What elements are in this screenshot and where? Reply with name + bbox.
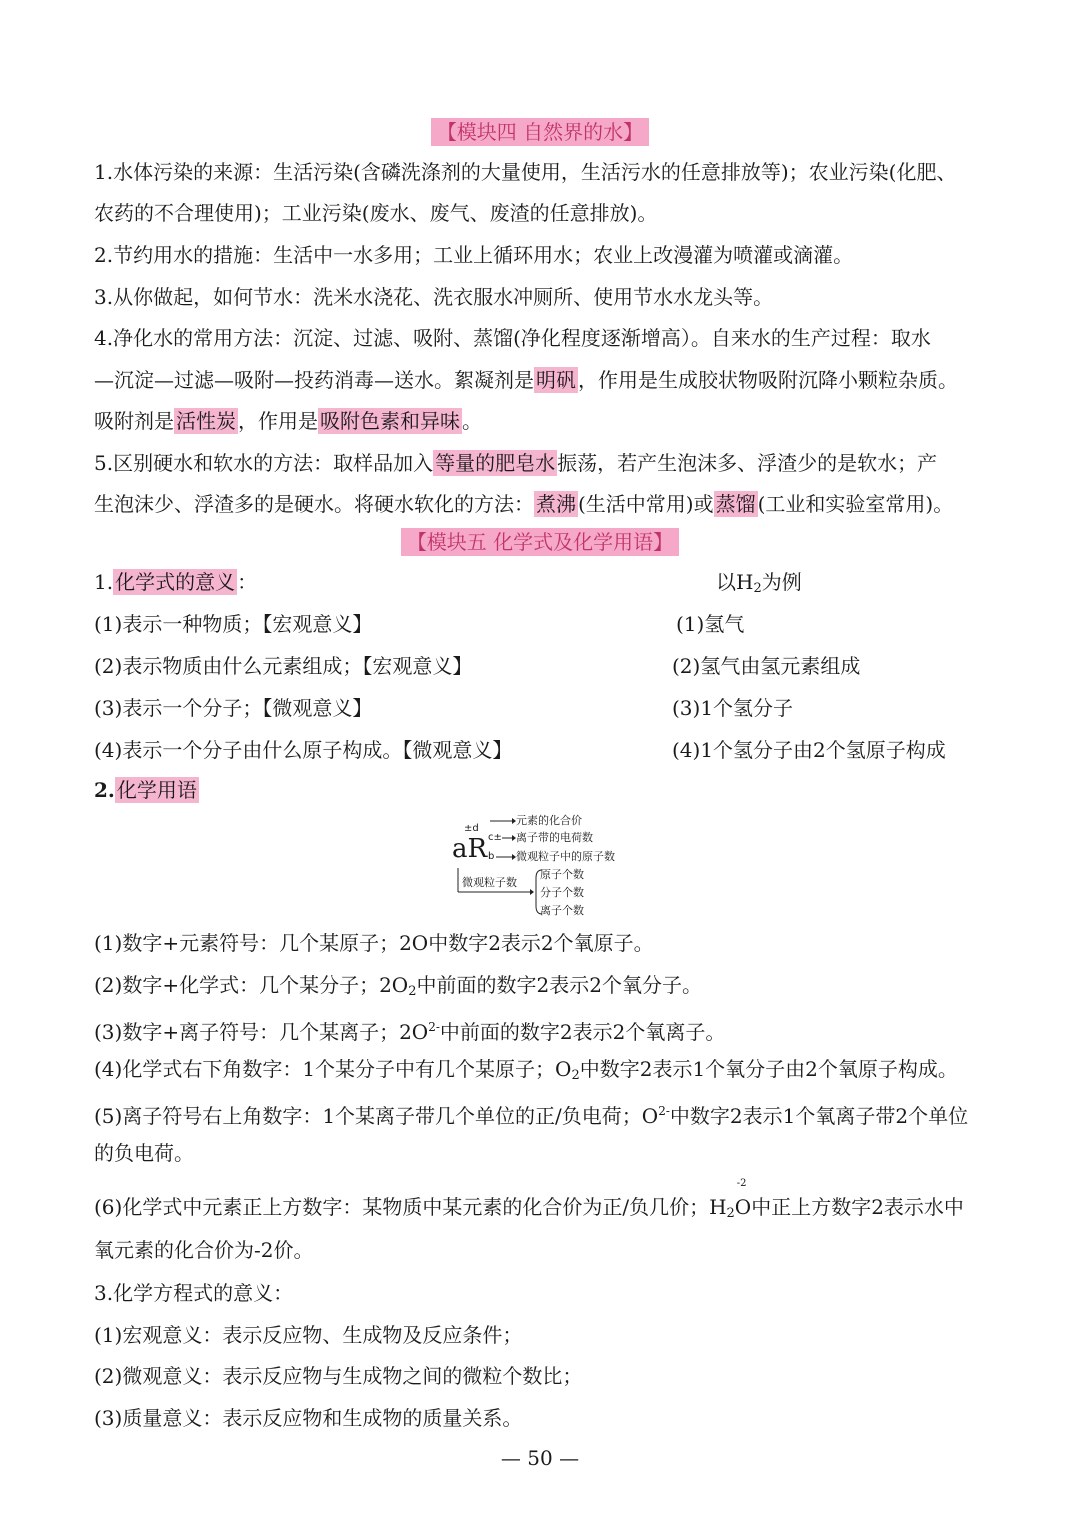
highlight-adsorb: 吸附色素和异味 [320,409,460,433]
highlight-chem-terms: 化学用语 [116,778,197,802]
highlight-boil: 煮沸 [536,492,576,516]
symbol-aR: aR [452,834,488,864]
equation-meaning-2: (2)微观意义：表示反应物与生成物之间的微粒个数比； [94,1364,583,1388]
meaning-row-4: (4)表示一个分子由什么原子构成。【微观意义】 (4)1个氢分子由2个氢原子构成 [94,738,946,762]
m4-p4c: 吸附剂是 活性炭 ，作用是 吸附色素和异味 。 [94,409,482,433]
usage-4: (4)化学式右下角数字：1个某分子中有几个某原子；$O_2$中数字2表示1个氧分子由2个氧原子构成。 [94,1057,958,1083]
m4-p4a: 4.净化水的常用方法：沉淀、过滤、吸附、蒸馏(净化程度逐渐增高）。自来水的生产过程：取水 [94,326,931,350]
meaning-row-1: (1)表示一种物质；【宏观意义】 (1)氢气 [94,612,745,636]
page-number: — 50 — [500,1446,580,1470]
usage-6b: 氧元素的化合价为-2价。 [94,1238,314,1262]
usage-1: (1)数字+元素符号：几个某原子；2O中数字2表示2个氧原子。 [94,931,654,955]
equation-meaning-3: (3)质量意义：表示反应物和生成物的质量关系。 [94,1406,523,1430]
m4-p5a: 5.区别硬水和软水的方法：取样品加入 等量的肥皂水 振荡，若产生泡沫多、浮渣少的是软水；产 [94,451,938,475]
usage-2: (2)数字+化学式：几个某分子；$2O_2$中前面的数字2表示2个氧分子。 [94,973,702,999]
m4-p1a: 1.水体污染的来源：生活污染(含磷洗涤剂的大量使用，生活污水的任意排放等)；农业污染(化肥、 [94,160,957,184]
m4-p3: 3.从你做起，如何节水：洗米水浇花、洗衣服水冲厕所、使用节水水龙头等。 [94,285,774,309]
example-label: 以$H_2$为例 [716,570,802,596]
m5-s2: 2. 化学用语 [94,778,197,802]
m4-p5b: 生泡沫少、浮渣多的是硬水。将硬水软化的方法： 煮沸 (生活中常用)或 蒸馏 (工业和实验室常用)。 [94,492,954,516]
usage-6: (6)化学式中元素正上方数字：某物质中某元素的化合价为正/负几价；$H_2$ -2 O中正上方数字2表示水中 [94,1178,964,1221]
highlight-soap: 等量的肥皂水 [435,451,556,475]
usage-3: (3)数字+离子符号：几个某离子；$2O^{2-}$中前面的数字2表示2个氧离子。 [94,1020,726,1044]
highlight-charcoal: 活性炭 [176,409,236,433]
m4-p1b: 农药的不合理使用)；工业污染(废水、废气、废渣的任意排放)。 [94,201,658,225]
equation-meaning-1: (1)宏观意义：表示反应物、生成物及反应条件； [94,1323,523,1347]
highlight-formula-meaning: 化学式的意义 [115,570,236,594]
highlight-distill: 蒸馏 [715,492,756,516]
highlight-alum: 明矾 [536,368,576,392]
m4-p2: 2.节约用水的措施：生活中一水多用；工业上循环用水；农业上改漫灌为喷灌或滴灌。 [94,243,854,267]
m5-s1: 1. 化学式的意义 ： 以$H_2$为例 [94,568,992,596]
section-3-heading: 3.化学方程式的意义： [94,1281,294,1305]
meaning-row-2: (2)表示物质由什么元素组成；【宏观意义】 (2)氢气由氢元素组成 [94,654,861,678]
meaning-row-3: (3)表示一个分子；【微观意义】 (3)1个氢分子 [94,696,794,720]
m4-p4b: —沉淀—过滤—吸附—投药消毒—送水。絮凝剂是 明矾 ，作用是生成胶状物吸附沉降小颗粒杂质。 [94,368,958,392]
module5-title: 【模块五 化学式及化学用语】 [0,528,1080,556]
usage-5: (5)离子符号右上角数字：1个某离子带几个单位的正/负电荷；$O^{2-}$中数字2表示1个氧离子带2个单位 [94,1104,969,1128]
notation-diagram: ±d aR c± b 元素的化合价 离子带的电荷数 微观粒子中的原子数 微观粒子数 原子个数 分子个数 离子个数 [450,812,650,922]
module4-title: 【模块四 自然界的水】 [0,118,1080,146]
usage-5b: 的负电荷。 [94,1141,194,1165]
